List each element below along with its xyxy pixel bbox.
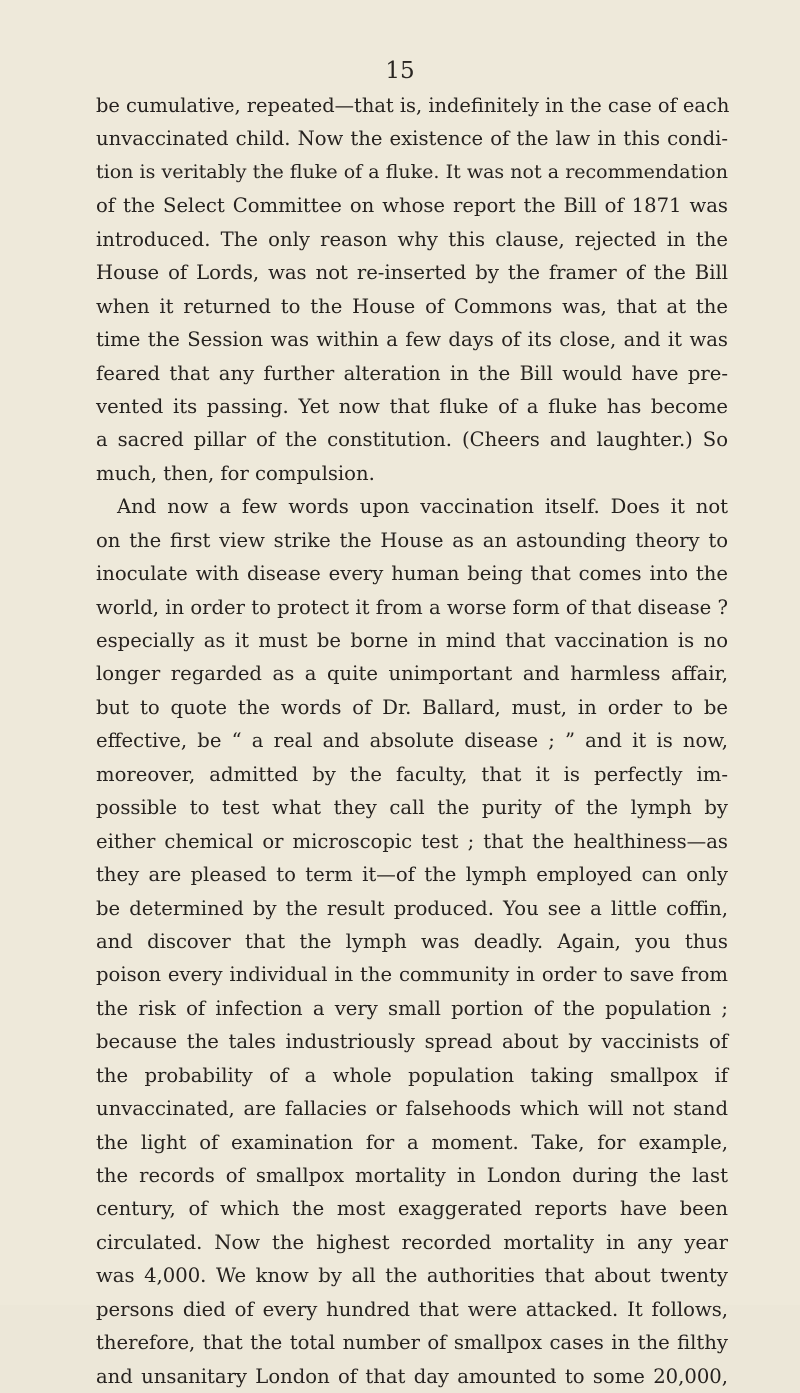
text-line: either chemical or microscopic test ; that the healthiness—as <box>96 829 728 853</box>
text-line: when it returned to the House of Commons was, that at the <box>96 294 728 318</box>
text-line: persons died of every hundred that were attacked. It follows, <box>96 1297 728 1321</box>
page-number: 15 <box>385 58 415 84</box>
text-line: And now a few words upon vaccination itself. Does it not <box>117 495 728 519</box>
text-line: was 4,000. We know by all the authorities that about twenty <box>96 1264 728 1288</box>
text-line: and unsanitary London of that day amounted to some 20,000, <box>96 1364 728 1388</box>
text-line: poison every individual in the community in order to save from <box>96 963 728 987</box>
text-line: tion is veritably the fluke of a fluke. It was not a recommendation <box>96 160 728 183</box>
text-line: introduced. The only reason why this clause, rejected in the <box>96 227 728 251</box>
text-line: but to quote the words of Dr. Ballard, must, in order to be <box>96 695 728 719</box>
text-line: because the tales industriously spread about by vaccinists of <box>96 1030 728 1054</box>
text-line: and discover that the lymph was deadly. Again, you thus <box>96 929 728 953</box>
text-line: longer regarded as a quite unimportant and harmless affair, <box>96 662 728 686</box>
text-line: vented its passing. Yet now that fluke of a fluke has become <box>96 394 728 418</box>
text-line: therefore, that the total number of smallpox cases in the filthy <box>96 1331 728 1355</box>
text-line: House of Lords, was not re-inserted by the framer of the Bill <box>96 261 728 285</box>
text-line: much, then, for compulsion. <box>96 461 375 485</box>
text-line: century, of which the most exaggerated reports have been <box>96 1197 728 1221</box>
text-line: be cumulative, repeated—that is, indefinitely in the case of each <box>96 94 730 117</box>
text-line: the records of smallpox mortality in London during the last <box>96 1164 728 1187</box>
body-text <box>96 89 728 1393</box>
text-line: unvaccinated, are fallacies or falsehoods which will not stand <box>96 1097 728 1121</box>
text-line: they are pleased to term it—of the lymph employed can only <box>96 863 728 887</box>
text-line: the probability of a whole population taking smallpox if <box>96 1063 728 1087</box>
text-line: moreover, admitted by the faculty, that it is perfectly im- <box>96 762 728 786</box>
text-line: world, in order to protect it from a worse form of that disease ? <box>96 595 728 619</box>
text-line: feared that any further alteration in the Bill would have pre- <box>96 361 728 385</box>
text-line: inoculate with disease every human being that comes into the <box>96 562 728 586</box>
text-line: unvaccinated child. Now the existence of the law in this condi- <box>96 127 728 151</box>
text-line: the risk of infection a very small portion of the population ; <box>96 996 728 1020</box>
text-line: on the first view strike the House as an astounding theory to <box>96 528 728 552</box>
text-line: effective, be “ a real and absolute disease ; ” and it is now, <box>96 729 728 753</box>
text-line: circulated. Now the highest recorded mortality in any year <box>96 1230 728 1254</box>
text-line: time the Session was within a few days of its close, and it was <box>96 328 728 352</box>
text-line: possible to test what they call the purity of the lymph by <box>96 796 728 820</box>
text-line: be determined by the result produced. You see a little coffin, <box>96 896 728 920</box>
text-line: especially as it must be borne in mind that vaccination is no <box>96 629 728 652</box>
text-line: the light of examination for a moment. Take, for example, <box>96 1130 728 1154</box>
text-line: of the Select Committee on whose report the Bill of 1871 was <box>96 194 728 218</box>
text-line: a sacred pillar of the constitution. (Cheers and laughter.) So <box>96 428 728 452</box>
